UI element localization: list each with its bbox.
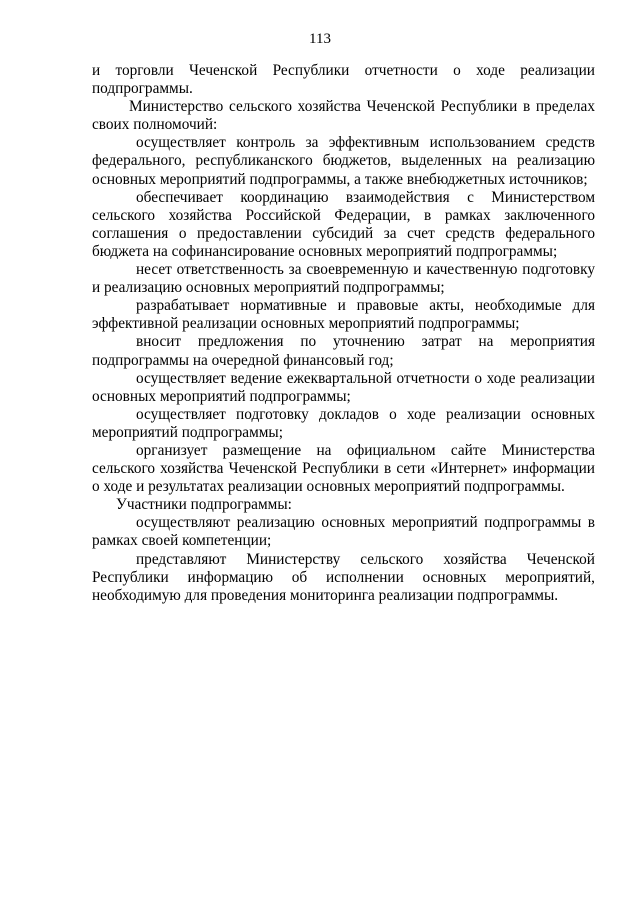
paragraph-website-publication: организует размещение на официальном сайте Министерства сельского хозяйства Чеченской Республики в сети «Интернет» информации о ходе и результатах реализации основных мероприятий подпрограммы. [92, 441, 595, 496]
paragraph-coordination: обеспечивает координацию взаимодействия с Министерством сельского хозяйства Российской Федерации, в рамках заключенного соглашения о предоставлении субсидий за счет средств федерального бюджета на софинансирование основных мероприятий подпрограммы; [92, 188, 595, 260]
paragraph-responsibility: несет ответственность за своевременную и качественную подготовку и реализацию основных мероприятий подпрограммы; [92, 261, 595, 297]
page-number: 113 [309, 31, 331, 47]
document-body [92, 62, 595, 605]
paragraph-reports: осуществляет подготовку докладов о ходе реализации основных мероприятий подпрограммы; [92, 405, 595, 441]
paragraph-participants-implementation: осуществляют реализацию основных мероприятий подпрограммы в рамках своей компетенции; [92, 514, 595, 550]
paragraph-ministry-intro: Министерство сельского хозяйства Чеченской Республики в пределах своих полномочий: [92, 98, 595, 134]
paragraph-legal-acts: разрабатывает нормативные и правовые акты, необходимые для эффективной реализации основных мероприятий подпрограммы; [92, 297, 595, 333]
paragraph-participants-information: представляют Министерству сельского хозяйства Чеченской Республики информацию об исполнении основных мероприятий, необходимую для проведения мониторинга реализации подпрограммы. [92, 550, 595, 604]
paragraph-continuation: и торговли Чеченской Республики отчетности о ходе реализации подпрограммы. [92, 62, 595, 98]
paragraph-proposals: вносит предложения по уточнению затрат на мероприятия подпрограммы на очередной финансовый год; [92, 333, 595, 369]
paragraph-quarterly-reporting: осуществляет ведение ежеквартальной отчетности о ходе реализации основных мероприятий подпрограммы; [92, 369, 595, 405]
paragraph-participants-heading: Участники подпрограммы: [116, 496, 292, 514]
paragraph-control: осуществляет контроль за эффективным использованием средств федерального, республиканского бюджетов, выделенных на реализацию основных мероприятий подпрограммы, а также внебюджетных источников; [92, 134, 595, 188]
